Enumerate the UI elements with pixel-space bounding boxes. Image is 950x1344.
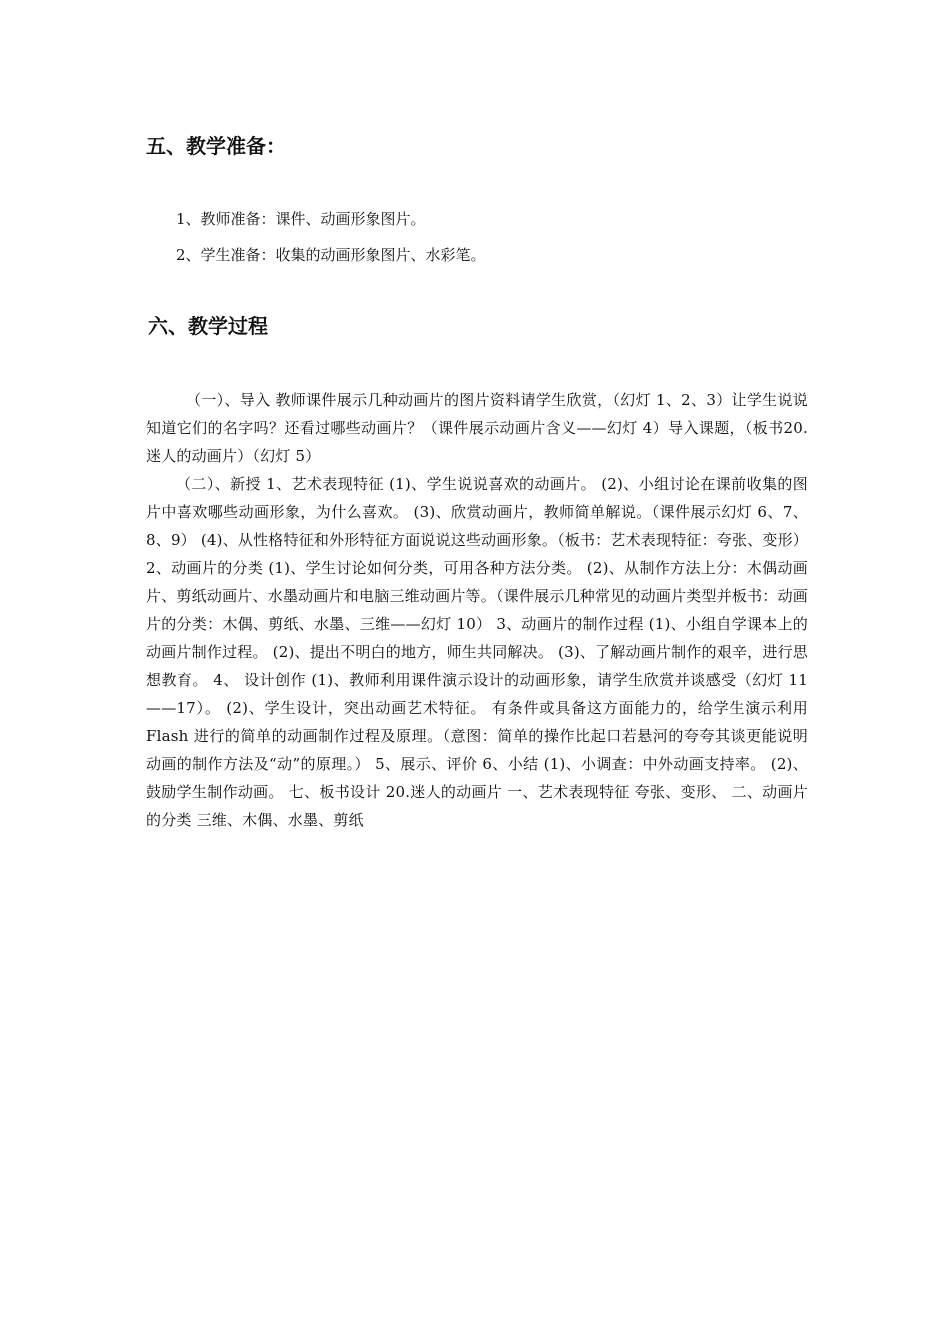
paragraph-new-lesson: （二）、新授 1、艺术表现特征 (1)、学生说说喜欢的动画片。 (2)、小组讨论在课前收集的图片中喜欢哪些动画形象，为什么喜欢。 (3)、欣赏动画片，教师简单解说。（课件展示幻灯 6、7、8、9） (4)、从性格特征和外形特征方面说说这些动画形象。（板书：艺术表现特征：夸张、变形） 2、动画片的分类 (1)、学生讨论如何分类，可用各种方法分类。 (2)、从制作方法上分：木偶动画片、剪纸动画片、水墨动画片和电脑三维动画片等。（课件展示几种常见的动画片类型并板书：动画片的分类：木偶、剪纸、水墨、三维——幻灯 10） 3、动画片的制作过程 (1)、小组自学课本上的动画片制作过程。 (2)、提出不明白的地方，师生共同解决。 (3)、了解动画片制作的艰辛，进行思想教育。 4、 设计创作 (1)、教师利用课件演示设计的动画形象，请学生欣赏并谈感受（幻灯 11——17）。 (2)、学生设计，突出动画艺术特征。 有条件或具备这方面能力的，给学生演示利用 Flash 进行的简单的动画制作过程及原理。（意图：简单的操作比起口若悬河的夸夸其谈更能说明动画的制作方法及“动”的原理。） 5、展示、评价 6、小结 (1)、小调查：中外动画支持率。 (2)、鼓励学生制作动画。 七、板书设计 20.迷人的动画片 一、艺术表现特征 夸张、变形、 二、动画片的分类 三维、木偶、水墨、剪纸 bbox=[146, 475, 809, 829]
section-6-heading: 六、教学过程 bbox=[148, 314, 268, 338]
prep-item-student: 2、学生准备：收集的动画形象图片、水彩笔。 bbox=[176, 246, 486, 264]
prep-item-teacher: 1、教师准备：课件、动画形象图片。 bbox=[176, 210, 426, 228]
teaching-process-body bbox=[146, 386, 808, 834]
paragraph-intro: （一）、导入 教师课件展示几种动画片的图片资料请学生欣赏，（幻灯 1、2、3）让学生说说知道它们的名字吗？还看过哪些动画片？（课件展示动画片含义——幻灯 4）导入课题，（板书20.迷人的动画片）（幻灯 5） bbox=[146, 391, 808, 465]
section-5-heading: 五、教学准备： bbox=[146, 134, 286, 158]
